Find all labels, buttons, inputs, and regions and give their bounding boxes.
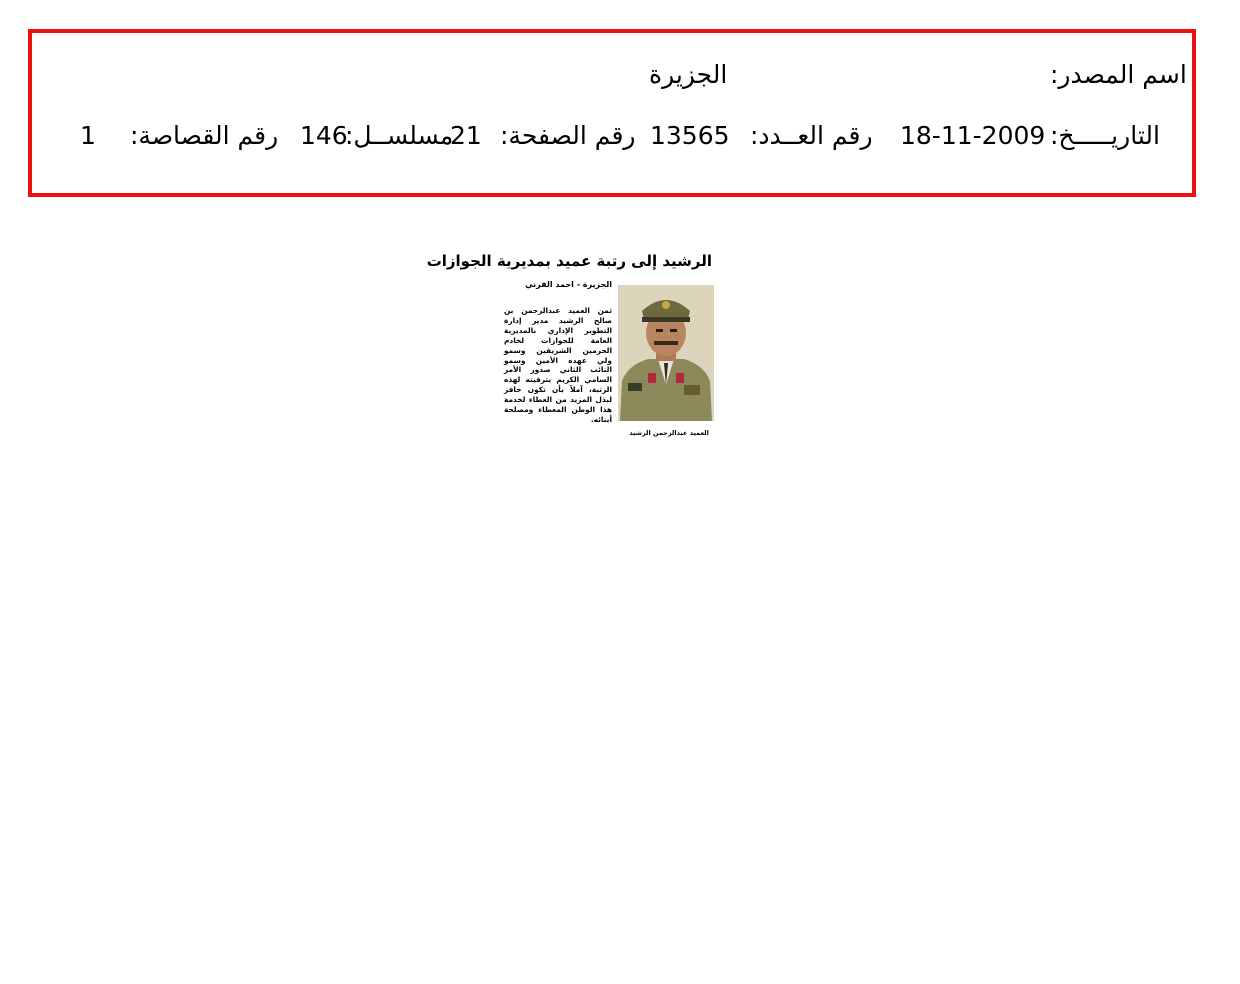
issue-label: رقم العــدد: <box>750 121 873 150</box>
newspaper-clipping <box>426 248 726 448</box>
clipping-article-text: ثمن العميد عبدالرحمن بن صالح الرشيد مدير إدارة التطوير الإداري بالمديرية العامة للجوازات لخادم الحرمين الشريفين وسمو ولي عهده الأمين وسمو النائب الثاني صدور الأمر السامي الكريم بترقيته لهذه الرتبة، آملاً بأن تكون حافز لبذل المزيد من العطاء لخدمة هذا الوطن المعطاء ومصلحة أبنائه. <box>504 306 612 424</box>
serial-label: مسلســل: <box>345 121 454 150</box>
page-value: 21 <box>450 121 482 150</box>
header-box <box>28 29 1196 197</box>
date-value: 18-11-2009 <box>900 121 1046 150</box>
date-label: التاريـــــخ: <box>1050 121 1160 150</box>
clip-label: رقم القصاصة: <box>130 121 279 150</box>
officer-photo <box>618 285 714 421</box>
clip-value: 1 <box>80 121 96 150</box>
clipping-headline: الرشيد إلى رتبة عميد بمديرية الجوازات <box>426 252 712 270</box>
source-value: الجزيرة <box>649 60 728 89</box>
photo-caption: العميد عبدالرحمن الرشيد <box>629 429 709 437</box>
clipping-byline: الجزيرة - احمد القرني <box>525 280 612 289</box>
serial-value: 146 <box>300 121 348 150</box>
page-label: رقم الصفحة: <box>500 121 636 150</box>
issue-value: 13565 <box>650 121 730 150</box>
source-label: اسم المصدر: <box>1050 60 1187 89</box>
